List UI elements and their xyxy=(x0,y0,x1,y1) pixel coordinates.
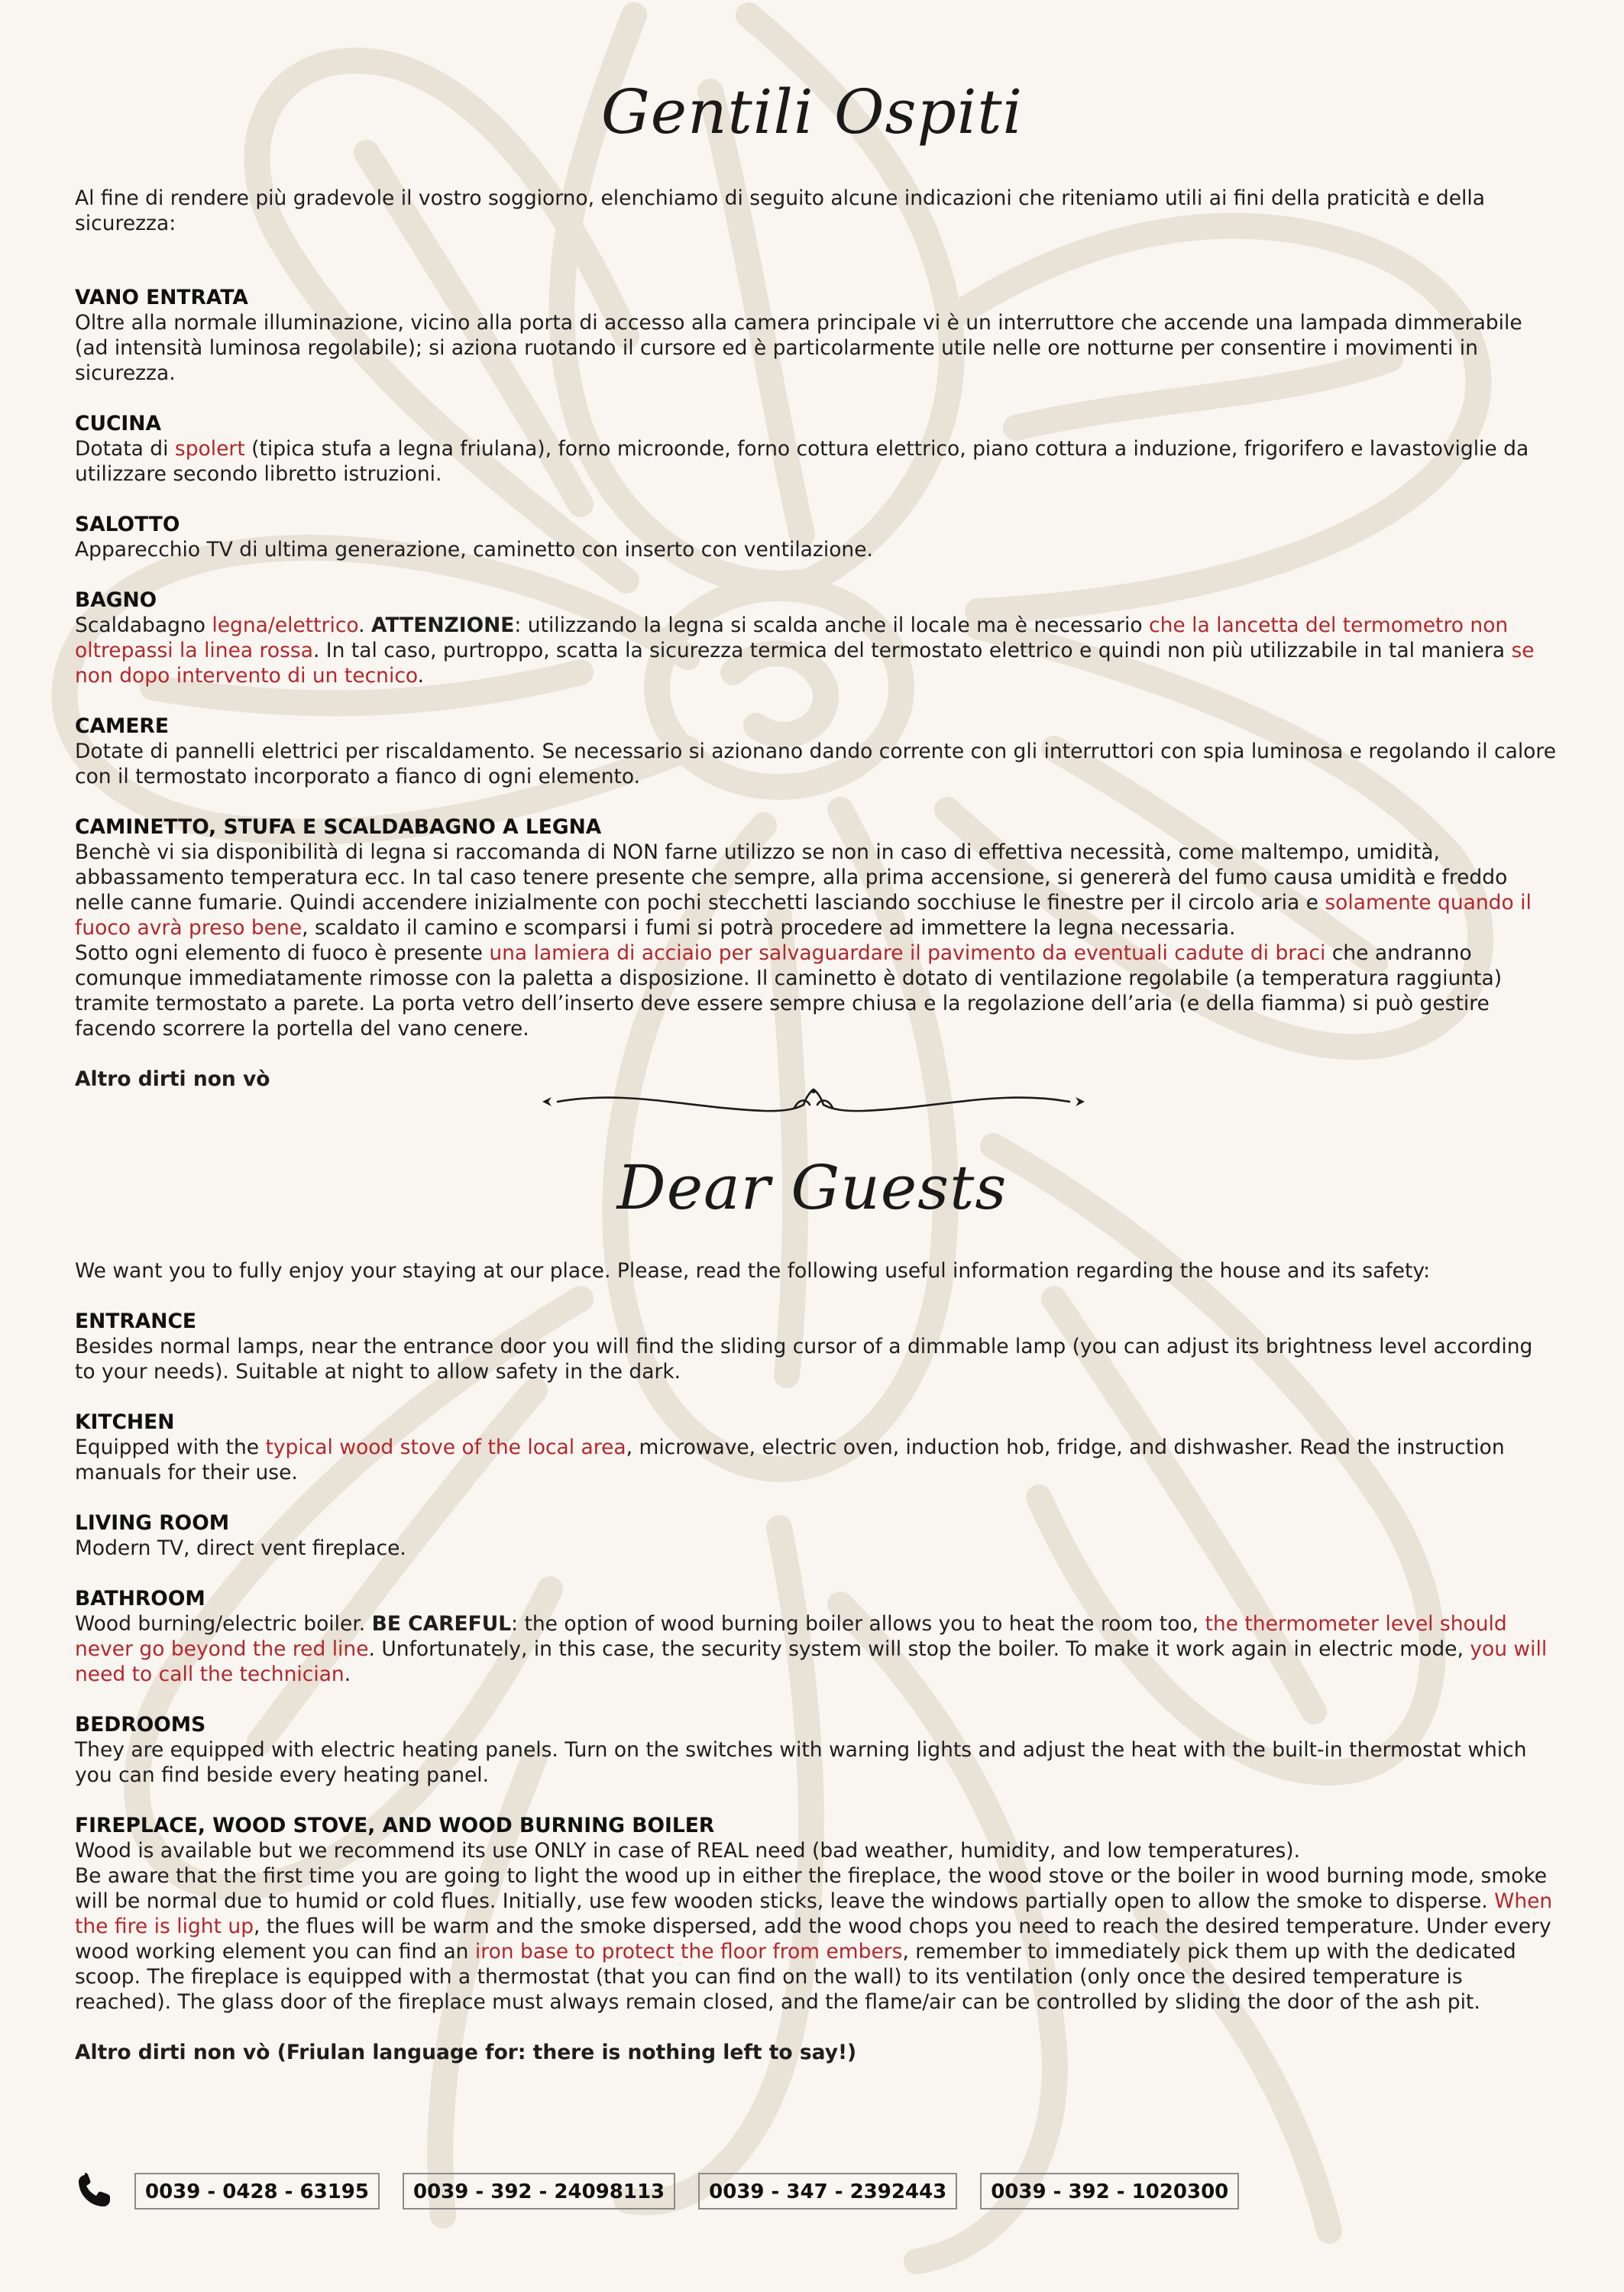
heading-camere: CAMERE xyxy=(75,714,169,738)
heading-bedrooms: BEDROOMS xyxy=(75,1713,206,1737)
text-salotto: Apparecchio TV di ultima generazione, caminetto con inserto con ventilazione. xyxy=(75,538,873,562)
phone-contacts xyxy=(75,2172,1262,2210)
text-living-room: Modern TV, direct vent fireplace. xyxy=(75,1536,406,1560)
heading-cucina: CUCINA xyxy=(75,412,161,435)
phone-number-2[interactable]: 0039 - 392 - 24098113 xyxy=(403,2173,675,2209)
heading-bagno: BAGNO xyxy=(75,588,157,612)
text-fireplace-2: Be aware that the first time you are going to light the wood up in either the fireplace, the wood stove or the boiler in wood burning mode, smoke will be normal due to humid or cold flues. Initially, use few wooden sticks, leave the windows partially open to allow the smoke to disperse. When the fire is light up, the flues will be warm and the smoke dispersed, add the wood chops you need to reach the desired temperature. Under every wood working element you can find an iron base to protect the floor from embers, remember to immediately pick them up with the dedicated scoop. The fireplace is equipped with a thermostat (that you can find on the wall) to its ventilation (only once the desired temperature is reached). The glass door of the fireplace must always remain closed, and the flame/air can be controlled by sliding the door of the ash pit. xyxy=(75,1864,1553,2014)
italian-section xyxy=(75,186,1557,1092)
heading-kitchen: KITCHEN xyxy=(75,1410,175,1434)
heading-living-room: LIVING ROOM xyxy=(75,1511,230,1535)
heading-fireplace: FIREPLACE, WOOD STOVE, AND WOOD BURNING BOILER xyxy=(75,1814,715,1837)
phone-number-1[interactable]: 0039 - 0428 - 63195 xyxy=(134,2173,380,2209)
english-title: Dear Guests xyxy=(616,1152,1008,1223)
italian-title: Gentili Ospiti xyxy=(600,76,1024,147)
text-bagno: Scaldabagno legna/elettrico. ATTENZIONE: utilizzando la legna si scalda anche il locale ma è necessario che la lancetta del termometro non oltrepassi la linea rossa. In tal caso, purtroppo, scatta la sicurezza termica del termostato elettrico e quindi non più utilizzabile in tal maniera se non dopo intervento di un tecnico. xyxy=(75,613,1535,688)
text-fireplace-1: Wood is available but we recommend its use ONLY in case of REAL need (bad weather, humidity, and low temperatures). xyxy=(75,1839,1301,1863)
heading-bathroom: BATHROOM xyxy=(75,1587,205,1611)
heading-entrance: ENTRANCE xyxy=(75,1309,196,1333)
italian-closing: Altro dirti non vò xyxy=(75,1067,270,1091)
italian-intro: Al fine di rendere più gradevole il vostro soggiorno, elenchiamo di seguito alcune indicazioni che riteniamo utili ai fini della praticità e della sicurezza: xyxy=(75,186,1486,235)
text-kitchen: Equipped with the typical wood stove of the local area, microwave, electric oven, induction hob, fridge, and dishwasher. Read the instruction manuals for their use. xyxy=(75,1436,1505,1484)
phone-icon xyxy=(75,2172,113,2210)
text-bathroom: Wood burning/electric boiler. BE CAREFUL: the option of wood burning boiler allows you to heat the room too, the thermometer level should never go beyond the red line. Unfortunately, in this case, the security system will stop the boiler. To make it work again in electric mode, you will need to call the technician. xyxy=(75,1612,1548,1686)
ornamental-divider xyxy=(535,1085,1092,1118)
text-entrance: Besides normal lamps, near the entrance door you will find the sliding cursor of a dimmable lamp (you can adjust its brightness level according to your needs). Suitable at night to allow safety in the dark. xyxy=(75,1335,1533,1384)
heading-salotto: SALOTTO xyxy=(75,513,180,536)
text-caminetto-2: Sotto ogni elemento di fuoco è presente una lamiera di acciaio per salvaguardare il pavimento da eventuali cadute di braci che andranno comunque immediatamente rimosse con la paletta a disposizione. Il caminetto è dotato di ventilazione regolabile (a temperatura raggiunta) tramite termostato a parete. La porta vetro dell’inserto deve essere sempre chiusa e la regolazione dell’aria (e della fiamma) si può gestire facendo scorrere la portella del vano cenere. xyxy=(75,941,1503,1041)
text-vano-entrata: Oltre alla normale illuminazione, vicino alla porta di accesso alla camera principale vi è un interruttore che accende una lampada dimmerabile (ad intensità luminosa regolabile); si aziona ruotando il cursore ed è particolarmente utile nelle ore notturne per consentire i movimenti in sicurezza. xyxy=(75,311,1522,385)
english-intro: We want you to fully enjoy your staying at our place. Please, read the following useful information regarding the house and its safety: xyxy=(75,1259,1431,1283)
text-cucina: Dotata di spolert (tipica stufa a legna friulana), forno microonde, forno cottura elettrico, piano cottura a induzione, frigorifero e lavastoviglie da utilizzare secondo libretto istruzioni. xyxy=(75,437,1529,486)
phone-number-4[interactable]: 0039 - 392 - 1020300 xyxy=(980,2173,1239,2209)
phone-number-3[interactable]: 0039 - 347 - 2392443 xyxy=(698,2173,957,2209)
heading-caminetto: CAMINETTO, STUFA E SCALDABAGNO A LEGNA xyxy=(75,815,602,839)
highlight-spolert: spolert xyxy=(174,437,245,461)
heading-vano-entrata: VANO ENTRATA xyxy=(75,286,248,309)
english-section xyxy=(75,1258,1557,2065)
text-caminetto-1: Benchè vi sia disponibilità di legna si raccomanda di NON farne utilizzo se non in caso di effettiva necessità, come maltempo, umidità, abbassamento temperatura ecc. In tal caso tenere presente che sempre, alla prima accensione, si genererà del fumo causa umidità e freddo nelle canne fumarie. Quindi accendere inizialmente con pochi stecchetti lasciando socchiuse le finestre per il circolo aria e solamente quando il fuoco avrà preso bene, scaldato il camino e scomparsi i fumi si potrà procedere ad immettere la legna necessaria. xyxy=(75,840,1532,940)
text-bedrooms: They are equipped with electric heating panels. Turn on the switches with warning lights and adjust the heat with the built-in thermostat which you can find beside every heating panel. xyxy=(75,1738,1527,1787)
english-closing: Altro dirti non vò (Friulan language for: there is nothing left to say!) xyxy=(75,2041,857,2064)
text-camere: Dotate di pannelli elettrici per riscaldamento. Se necessario si azionano dando corrente con gli interruttori con spia luminosa e regolando il calore con il termostato incorporato a fianco di ogni elemento. xyxy=(75,740,1557,788)
